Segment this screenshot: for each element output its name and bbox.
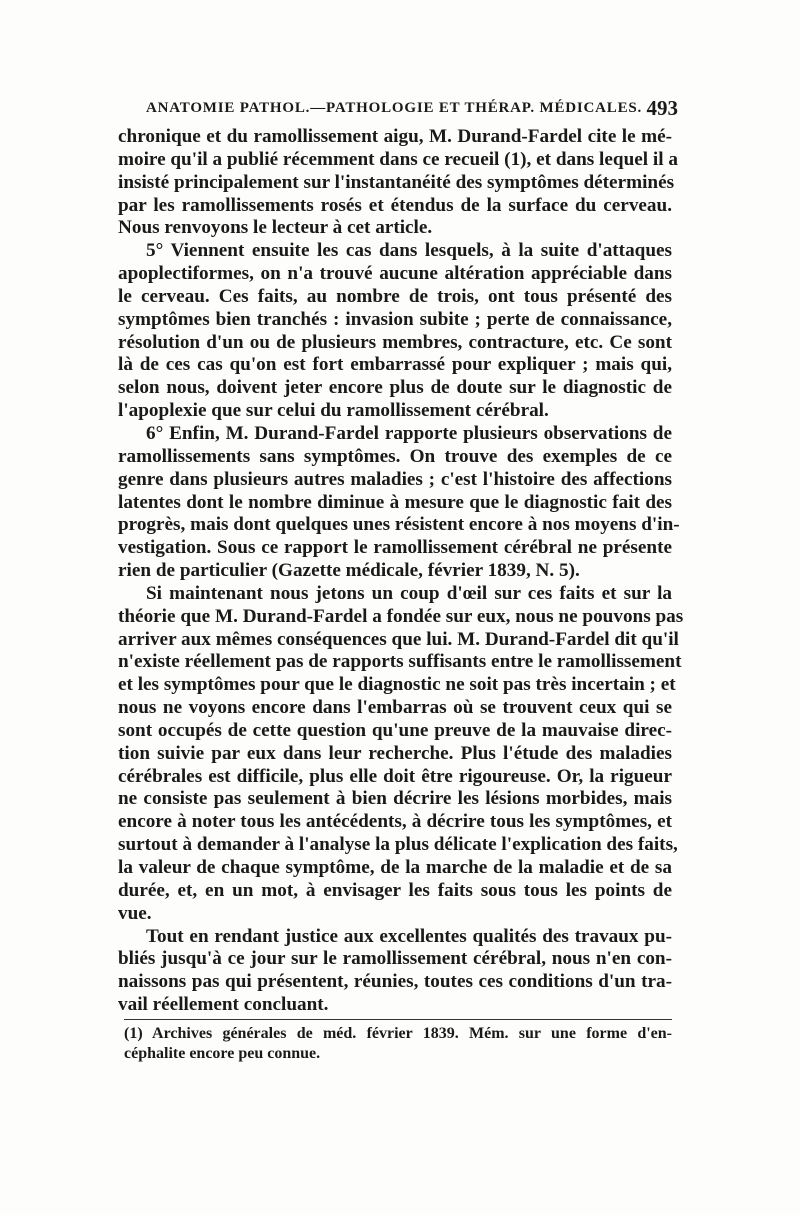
- text-line: latentes dont le nombre diminue à mesure que le diagnostic fait des: [118, 491, 672, 513]
- text-line: n'existe réellement pas de rapports suffisants entre le ramollissement: [118, 651, 682, 673]
- running-header: [136, 96, 678, 124]
- page-number: 493: [646, 96, 678, 120]
- footnote-divider: [124, 1019, 672, 1020]
- text-line: insisté principalement sur l'instantanéité des symptômes déterminés: [118, 171, 675, 193]
- text-line: chronique et du ramollissement aigu, M. Durand-Fardel cite le mé-: [118, 126, 672, 147]
- text-line: rien de particulier (Gazette médicale, février 1839, N. 5).: [118, 560, 580, 582]
- text-line: l'apoplexie que sur celui du ramollissement cérébral.: [118, 400, 549, 422]
- footnote-line: (1) Archives générales de méd. février 1839. Mém. sur une forme d'en-: [124, 1025, 672, 1042]
- text-line: bliés jusqu'à ce jour sur le ramollissement cérébral, nous n'en con-: [118, 948, 672, 970]
- text-line: le cerveau. Ces faits, au nombre de trois, ont tous présenté des: [118, 285, 672, 307]
- text-line: nous ne voyons encore dans l'embarras où se trouvent ceux qui se: [118, 697, 672, 719]
- text-line: encore à noter tous les antécédents, à décrire tous les symptômes, et: [118, 811, 672, 833]
- text-line: moire qu'il a publié récemment dans ce recueil (1), et dans lequel il a: [118, 148, 678, 170]
- text-line: là de ces cas qu'on est fort embarrassé pour expliquer ; mais qui,: [118, 354, 672, 376]
- text-line: Si maintenant nous jetons un coup d'œil sur ces faits et sur la: [146, 582, 672, 604]
- text-line: surtout à demander à l'analyse la plus délicate l'explication des faits,: [118, 834, 678, 856]
- text-line: naissons pas qui présentent, réunies, toutes ces conditions d'un tra-: [118, 971, 672, 993]
- text-line: sont occupés de cette question qu'une preuve de la mauvaise direc-: [118, 719, 672, 741]
- header-title: ANATOMIE PATHOL.—PATHOLOGIE ET THÉRAP. MÉDICALES.: [146, 100, 643, 116]
- text-line: 5° Viennent ensuite les cas dans lesquels, à la suite d'attaques: [146, 240, 672, 262]
- text-line: ramollissements sans symptômes. On trouve des exemples de ce: [118, 445, 672, 467]
- text-line: vail réellement concluant.: [118, 994, 329, 1016]
- text-line: progrès, mais dont quelques unes résistent encore à nos moyens d'in-: [118, 514, 680, 536]
- text-line: genre dans plusieurs autres maladies ; c'est l'histoire des affections: [118, 468, 672, 490]
- text-line: et les symptômes pour que le diagnostic ne soit pas très incertain ; et: [118, 674, 676, 696]
- text-line: 6° Enfin, M. Durand-Fardel rapporte plusieurs observations de: [146, 422, 672, 444]
- text-line: résolution d'un ou de plusieurs membres, contracture, etc. Ce sont: [118, 331, 672, 353]
- footnote: [124, 1024, 672, 1064]
- text-line: cérébrales est difficile, plus elle doit être rigoureuse. Or, la rigueur: [118, 765, 672, 787]
- text-line: par les ramollissements rosés et étendus de la surface du cerveau.: [118, 194, 672, 216]
- text-line: apoplectiformes, on n'a trouvé aucune altération appréciable dans: [118, 263, 672, 285]
- text-line: ne consiste pas seulement à bien décrire les lésions morbides, mais: [118, 788, 672, 810]
- footnote-line: céphalite encore peu connue.: [124, 1045, 321, 1062]
- text-line: symptômes bien tranchés : invasion subite ; perte de connaissance,: [118, 308, 672, 330]
- text-line: la valeur de chaque symptôme, de la marche de la maladie et de sa: [118, 857, 672, 878]
- text-line: selon nous, doivent jeter encore plus de doute sur le diagnostic de: [118, 377, 672, 399]
- text-line: théorie que M. Durand-Fardel a fondée sur eux, nous ne pouvons pas: [118, 605, 684, 627]
- text-line: Nous renvoyons le lecteur à cet article.: [118, 217, 433, 239]
- text-line: arriver aux mêmes conséquences que lui. M. Durand-Fardel dit qu'il: [118, 628, 679, 650]
- text-line: durée, et, en un mot, à envisager les faits sous tous les points de: [118, 879, 672, 901]
- text-line: Tout en rendant justice aux excellentes qualités des travaux pu-: [146, 925, 672, 947]
- text-line: vue.: [118, 902, 152, 924]
- text-line: vestigation. Sous ce rapport le ramollissement cérébral ne présente: [118, 537, 672, 559]
- body-text: [118, 126, 684, 1017]
- text-line: tion suivie par eux dans leur recherche. Plus l'étude des maladies: [118, 742, 672, 764]
